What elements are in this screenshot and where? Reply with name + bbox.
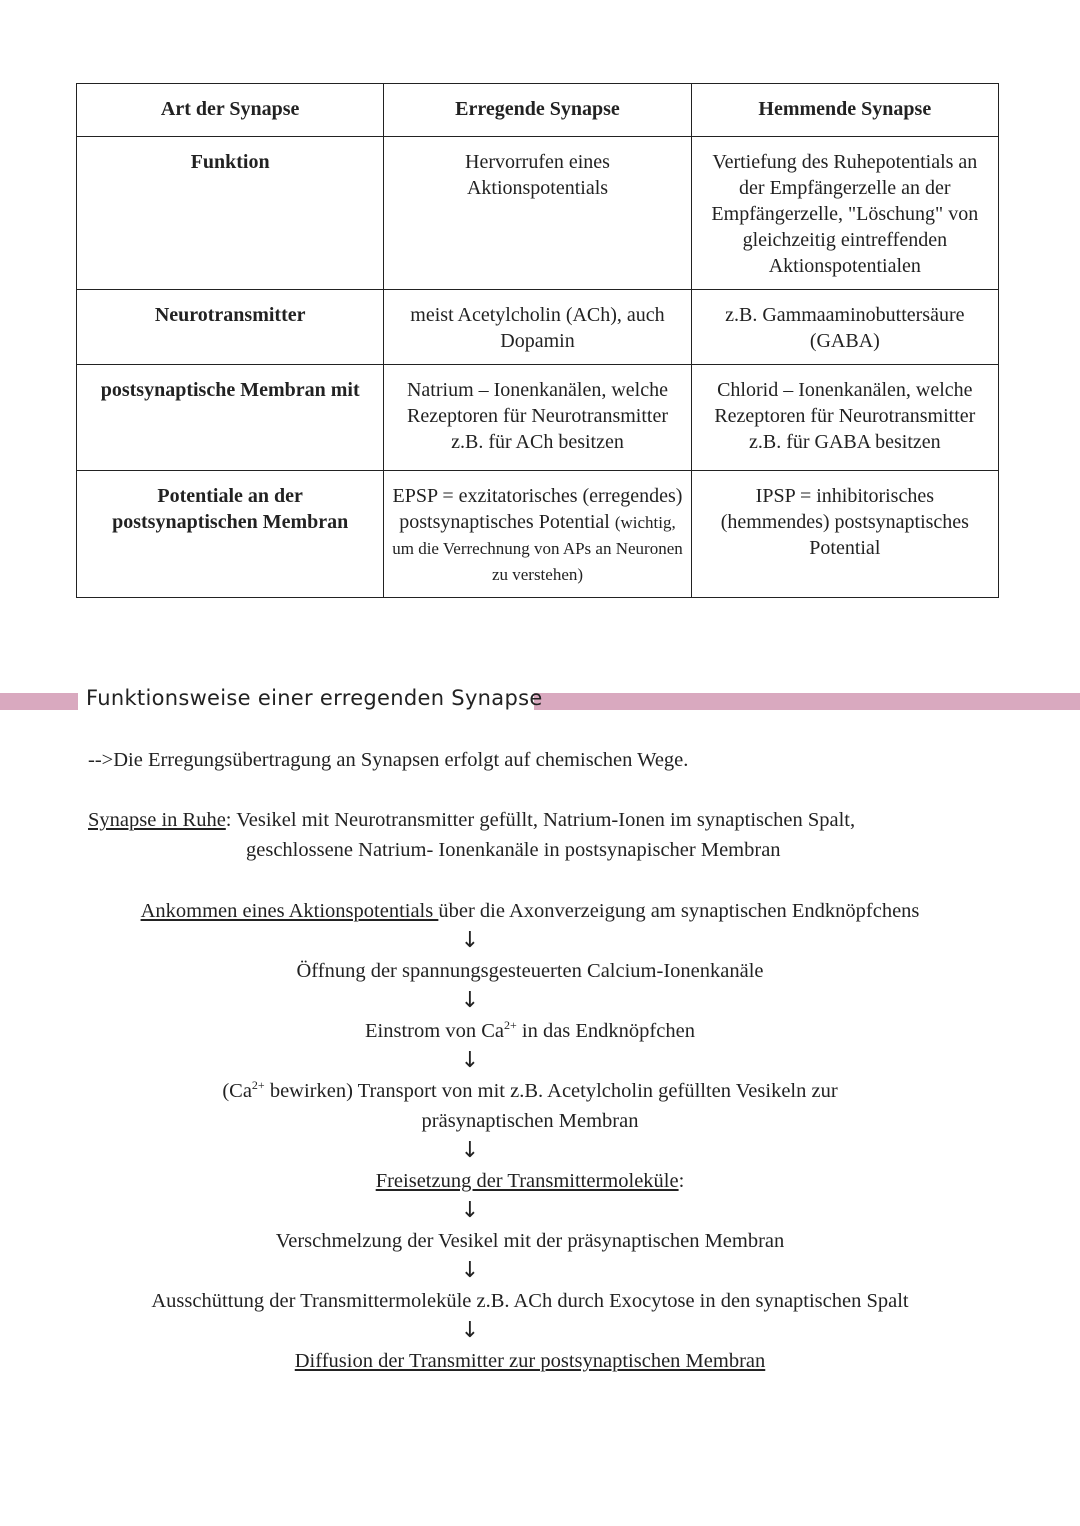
table-header-row <box>77 84 999 137</box>
step-3-superscript: 2+ <box>503 1018 517 1033</box>
cell-inhibitory-neurotransmitter: z.B. Gammaaminobuttersäure (GABA) <box>691 290 998 365</box>
excitatory-potential-text: EPSP = exzitatorisches (erregendes) postsynaptisches Potential <box>392 485 683 533</box>
rest-label: Synapse in Ruhe <box>88 809 226 831</box>
synapse-comparison-table <box>76 83 999 598</box>
step-4-superscript: 2+ <box>251 1078 265 1093</box>
step-7: Ausschüttung der Transmittermoleküle z.B. ACh durch Exocytose in den synaptischen Spalt <box>151 1290 909 1312</box>
rest-colon: : <box>225 809 232 831</box>
step-4-text-a: (Ca <box>222 1080 252 1102</box>
step-8 <box>0 1348 1060 1374</box>
arrow-down-icon: ↓ <box>460 1198 480 1223</box>
arrow-down-icon: ↓ <box>460 1138 480 1163</box>
cell-inhibitory-potentials: IPSP = inhibitorisches (hemmendes) postsynaptisches Potential <box>691 471 998 598</box>
heading-band-right <box>534 693 1080 710</box>
row-label-potentials: Potentiale an der postsynaptischen Membran <box>77 471 384 598</box>
header-synapse-type: Art der Synapse <box>77 84 384 137</box>
step-8-underlined: Diffusion der Transmitter zur postsynaptischen Membran <box>294 1350 766 1372</box>
arrow-down-icon: ↓ <box>460 1048 480 1073</box>
arrow-down-icon: ↓ <box>460 1258 480 1283</box>
row-label-neurotransmitter: Neurotransmitter <box>77 290 384 365</box>
table-row <box>77 290 999 365</box>
step-3 <box>0 1018 1060 1044</box>
cell-inhibitory-function: Vertiefung des Ruhepotentials an der Empfängerzelle an der Empfängerzelle, "Löschung" von gleichzeitig eintreffenden Aktionspotentialen <box>691 137 998 290</box>
cell-excitatory-potentials <box>384 471 691 598</box>
step-2: Öffnung der spannungsgesteuerten Calcium-Ionenkanäle <box>296 960 764 982</box>
rest-description-1: Vesikel mit Neurotransmitter gefüllt, Natrium-Ionen im synaptischen Spalt, <box>231 809 856 831</box>
header-inhibitory: Hemmende Synapse <box>691 84 998 137</box>
cell-excitatory-membrane: Natrium – Ionenkanälen, welche Rezeptoren für Neurotransmitter z.B. für ACh besitzen <box>384 365 691 471</box>
step-1-rest: über die Axonverzeigung am synaptischen Endknöpfchens <box>438 900 920 922</box>
step-5 <box>0 1168 1060 1194</box>
arrow-down-icon: ↓ <box>460 928 480 953</box>
header-excitatory: Erregende Synapse <box>384 84 691 137</box>
arrow-down-icon: ↓ <box>460 1318 480 1343</box>
table-row <box>77 137 999 290</box>
heading-band-left <box>0 693 78 710</box>
intro-text: -->Die Erregungsübertragung an Synapsen erfolgt auf chemischen Wege. <box>88 749 689 771</box>
row-label-membrane: postsynaptische Membran mit <box>77 365 384 471</box>
cell-inhibitory-membrane: Chlorid – Ionenkanälen, welche Rezeptoren für Neurotransmitter z.B. für GABA besitzen <box>691 365 998 471</box>
step-6: Verschmelzung der Vesikel mit der präsynaptischen Membran <box>275 1230 785 1252</box>
step-5-underlined: Freisetzung der Transmittermoleküle <box>375 1170 679 1192</box>
cell-excitatory-function: Hervorrufen eines Aktionspotentials <box>384 137 691 290</box>
step-3-text-a: Einstrom von Ca <box>365 1020 504 1042</box>
arrow-down-icon: ↓ <box>460 988 480 1013</box>
step-4-text-b: bewirken) Transport von mit z.B. Acetylcholin gefüllten Vesikeln zur <box>264 1080 838 1102</box>
step-3-text-b: in das Endknöpfchen <box>516 1020 695 1042</box>
row-label-function: Funktion <box>77 137 384 290</box>
step-1-underlined: Ankommen eines Aktionspotentials <box>140 900 439 922</box>
section-heading: Funktionsweise einer erregenden Synapse <box>86 686 543 710</box>
step-5-colon: : <box>678 1170 685 1192</box>
step-1 <box>0 898 1060 924</box>
table-row <box>77 471 999 598</box>
excitatory-potential-note: (wichtig, um die Verrechnung von APs an Neuronen zu verstehen) <box>392 513 683 584</box>
step-4 <box>0 1078 1060 1104</box>
rest-line-2: geschlossene Natrium- Ionenkanäle in postsynapischer Membran <box>246 839 781 861</box>
table-row <box>77 365 999 471</box>
step-4-line-2: präsynaptischen Membran <box>421 1110 639 1132</box>
cell-excitatory-neurotransmitter: meist Acetylcholin (ACh), auch Dopamin <box>384 290 691 365</box>
rest-line-1 <box>88 807 855 833</box>
